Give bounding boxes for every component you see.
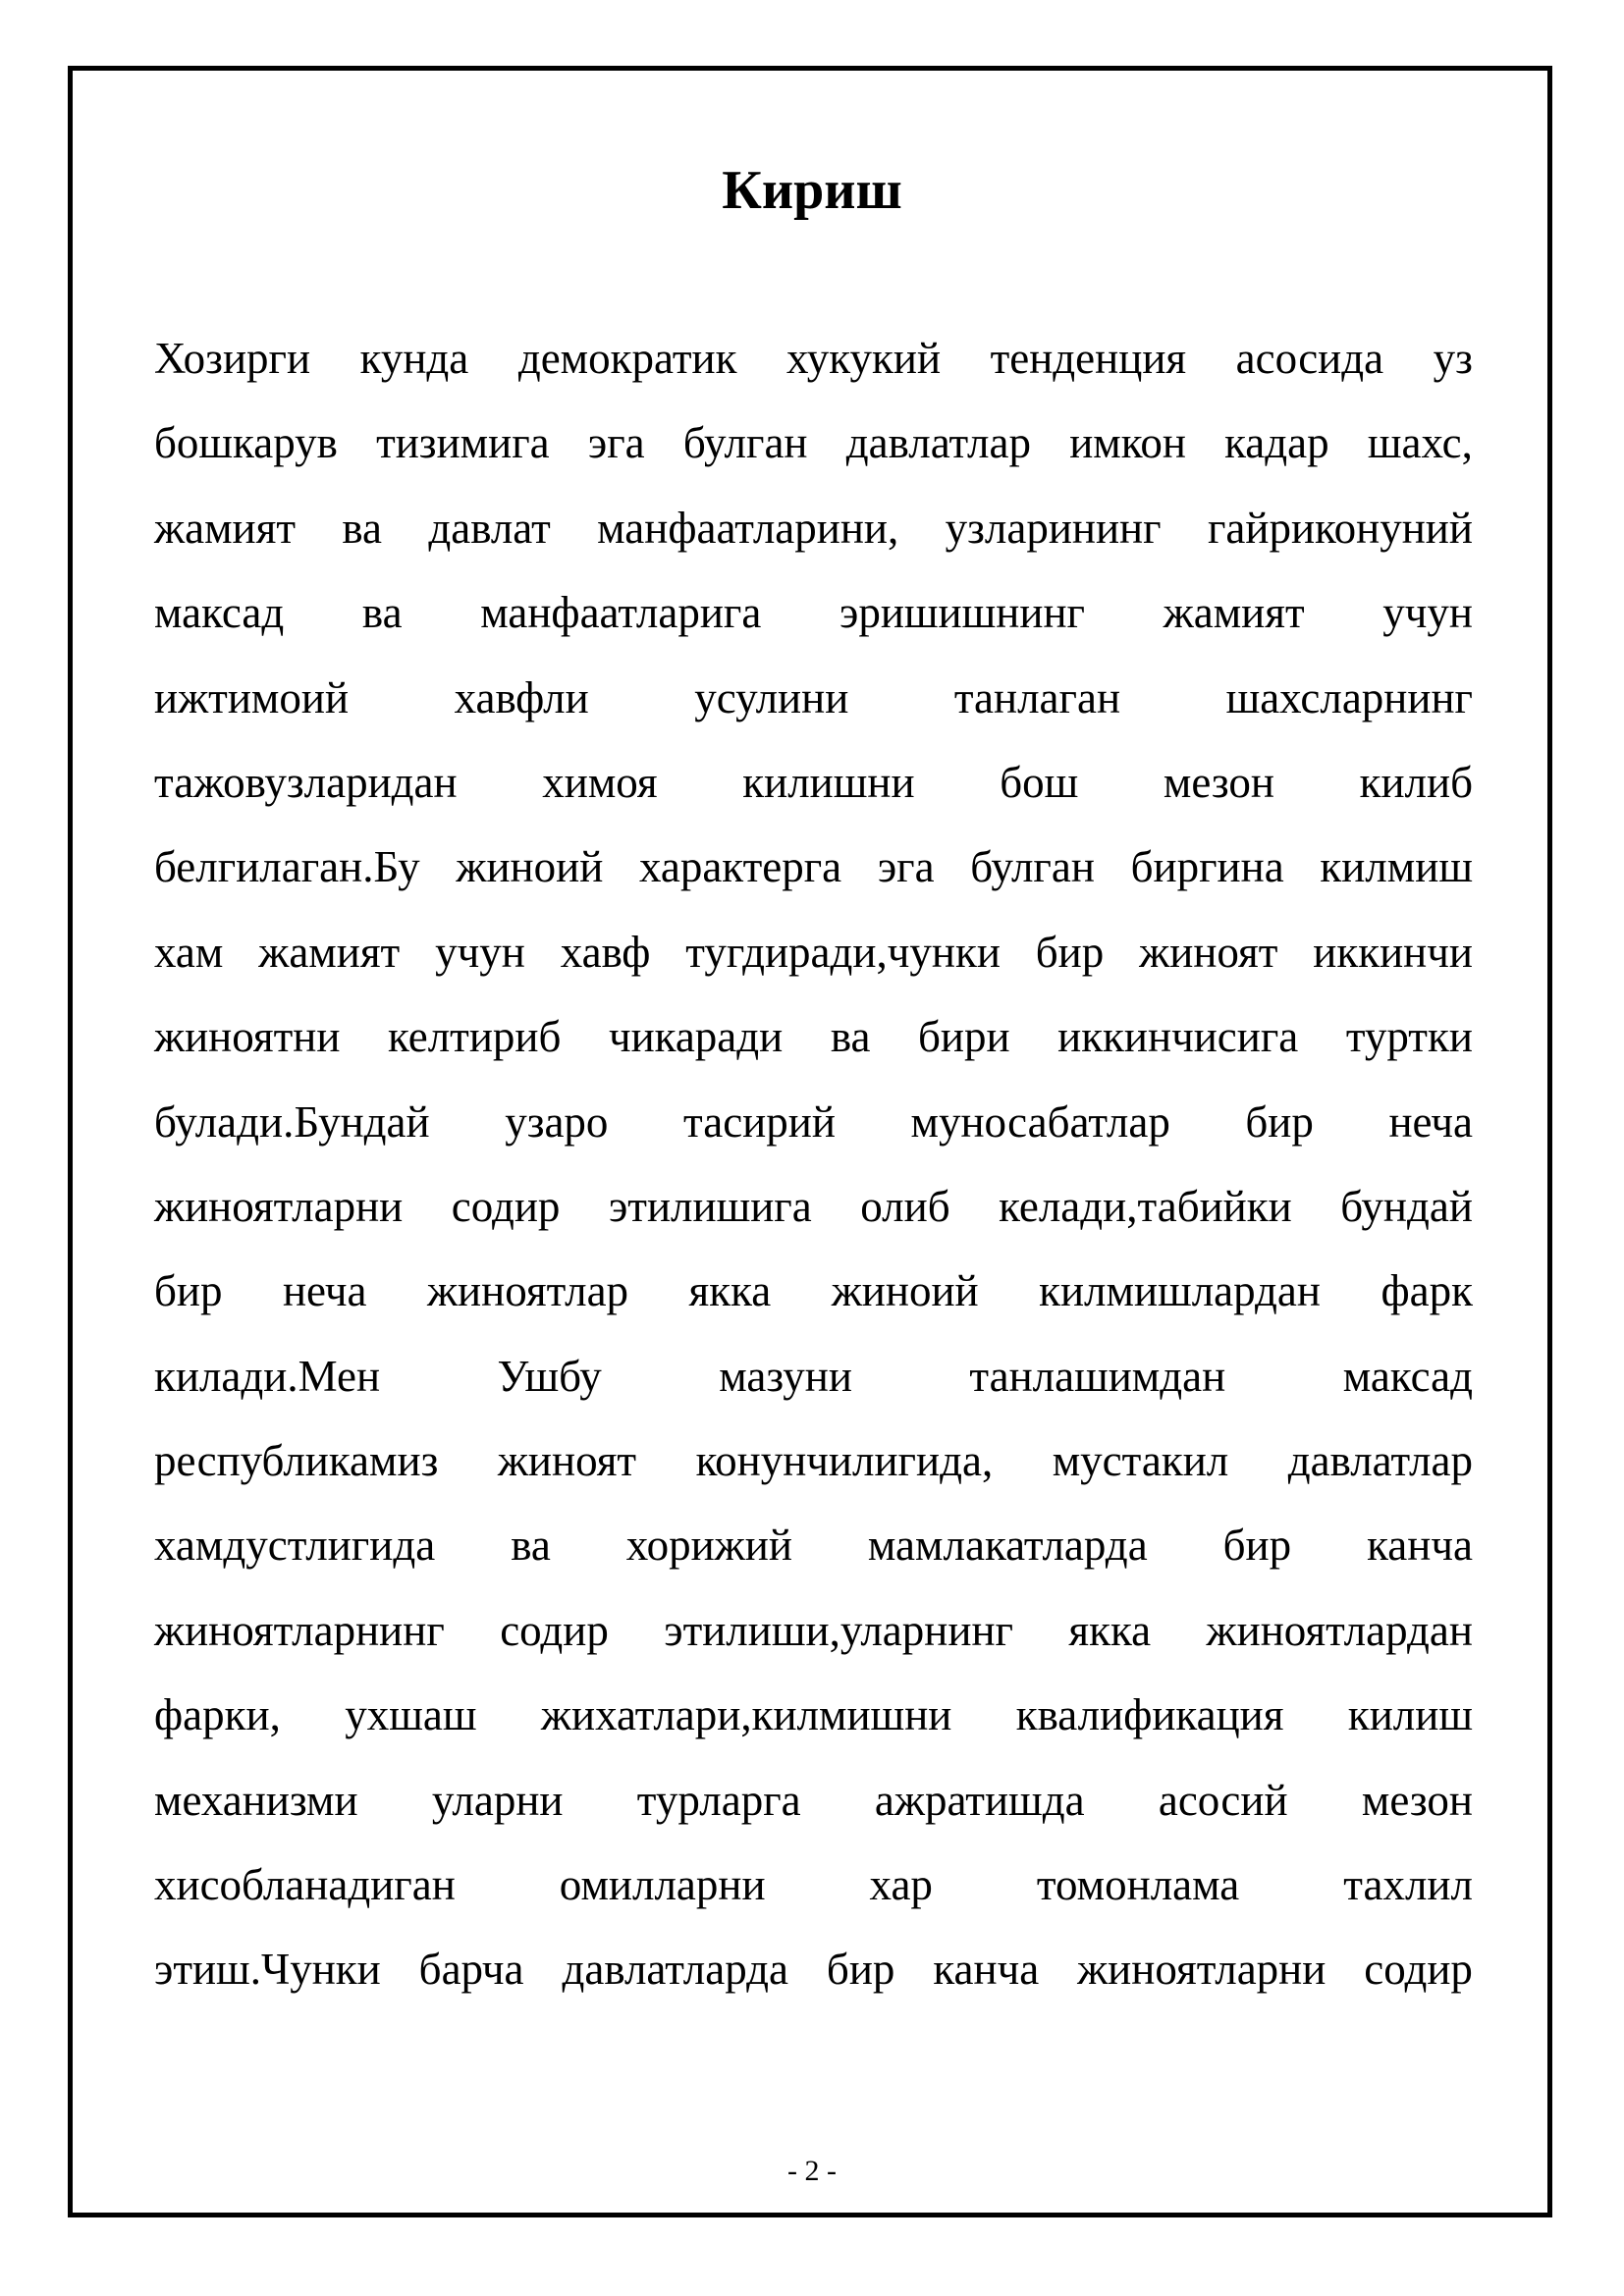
text-word: узларининг bbox=[945, 503, 1162, 553]
text-word: бир bbox=[1222, 1521, 1292, 1571]
text-word: содир bbox=[1364, 1945, 1473, 1995]
text-word: тугдиради,чунки bbox=[685, 927, 1001, 977]
text-word: асосида bbox=[1235, 334, 1384, 383]
text-line bbox=[154, 1164, 1473, 1249]
text-word: муносабатлар bbox=[910, 1096, 1170, 1147]
text-word: барча bbox=[418, 1945, 524, 1995]
text-word: этилишига bbox=[608, 1181, 812, 1231]
text-line bbox=[154, 740, 1473, 825]
text-word: жиноятлардан bbox=[1206, 1605, 1473, 1655]
text-line bbox=[154, 1249, 1473, 1333]
page-number: - 2 - bbox=[787, 2155, 837, 2187]
text-word: давлатлар bbox=[1287, 1436, 1473, 1486]
text-word: турларга bbox=[636, 1775, 801, 1825]
text-word: имкон bbox=[1069, 418, 1186, 468]
text-word: бир bbox=[154, 1266, 223, 1316]
text-word: жиноятларнинг bbox=[154, 1605, 445, 1655]
text-word: жиноятларни bbox=[1077, 1945, 1326, 1995]
text-line bbox=[154, 1758, 1473, 1842]
text-word: томонлама bbox=[1036, 1860, 1240, 1910]
text-word: жамият bbox=[1163, 588, 1305, 638]
text-word: иккинчисига bbox=[1057, 1012, 1299, 1062]
text-line bbox=[154, 1334, 1473, 1418]
text-word: хорижий bbox=[625, 1521, 792, 1571]
text-word: Ушбу bbox=[497, 1351, 602, 1401]
text-word: жиноятларни bbox=[154, 1181, 404, 1231]
text-word: максад bbox=[154, 588, 285, 638]
text-word: килиб bbox=[1359, 757, 1473, 807]
text-word: фарки, bbox=[154, 1690, 281, 1740]
text-word: булади.Бундай bbox=[154, 1096, 430, 1147]
text-word: белгилаган.Бу bbox=[154, 842, 420, 892]
text-word: хукукий bbox=[785, 334, 942, 383]
text-word: хам bbox=[154, 927, 224, 977]
text-word: булган bbox=[970, 842, 1095, 892]
text-line bbox=[154, 1842, 1473, 1927]
text-word: этиш.Чунки bbox=[154, 1945, 381, 1995]
text-word: жиноят bbox=[1139, 927, 1278, 977]
text-line bbox=[154, 316, 1473, 400]
text-word: жиноий bbox=[831, 1266, 979, 1316]
text-line bbox=[154, 656, 1473, 740]
text-word: механизми bbox=[154, 1775, 358, 1825]
text-word: килишни bbox=[742, 757, 915, 807]
text-line bbox=[154, 1588, 1473, 1673]
text-line bbox=[154, 1418, 1473, 1503]
text-word: ва bbox=[830, 1012, 871, 1062]
text-word: Хозирги bbox=[154, 334, 311, 383]
text-word: кадар bbox=[1224, 418, 1329, 468]
text-word: якка bbox=[688, 1266, 772, 1316]
text-word: ижтимоий bbox=[154, 672, 350, 722]
text-line bbox=[154, 486, 1473, 570]
text-word: конунчилигида, bbox=[695, 1436, 994, 1486]
text-word: жиноят bbox=[497, 1436, 637, 1486]
text-word: ва bbox=[361, 588, 403, 638]
text-word: неча bbox=[282, 1266, 367, 1316]
text-word: бундай bbox=[1340, 1181, 1473, 1231]
text-line bbox=[154, 1927, 1473, 2011]
text-word: бошкарув bbox=[154, 418, 338, 468]
text-line bbox=[154, 400, 1473, 485]
text-word: манфаатларини, bbox=[597, 503, 899, 553]
text-line bbox=[154, 1503, 1473, 1587]
text-word: учун bbox=[435, 927, 525, 977]
text-word: килмиш bbox=[1320, 842, 1473, 892]
text-word: хавф bbox=[560, 927, 651, 977]
text-word: бир bbox=[1035, 927, 1105, 977]
text-word: танлаган bbox=[953, 672, 1121, 722]
text-word: хавфли bbox=[454, 672, 589, 722]
text-word: жиноятни bbox=[154, 1012, 341, 1062]
text-word: бир bbox=[1245, 1096, 1314, 1147]
text-word: булган bbox=[682, 418, 808, 468]
text-word: ва bbox=[342, 503, 382, 553]
text-word: тизимига bbox=[376, 418, 550, 468]
text-word: шахс, bbox=[1367, 418, 1473, 468]
text-word: хар bbox=[869, 1860, 933, 1910]
text-word: омилларни bbox=[559, 1860, 766, 1910]
text-word: канча bbox=[933, 1945, 1040, 1995]
text-word: келтириб bbox=[387, 1012, 562, 1062]
text-word: учун bbox=[1382, 588, 1473, 638]
text-word: узаро bbox=[505, 1096, 609, 1147]
text-word: олиб bbox=[860, 1181, 950, 1231]
text-word: иккинчи bbox=[1313, 927, 1473, 977]
text-word: характерга bbox=[638, 842, 842, 892]
text-word: максад bbox=[1342, 1351, 1473, 1401]
text-word: уз bbox=[1433, 334, 1473, 383]
text-word: ухшаш bbox=[345, 1690, 477, 1740]
text-word: ажратишда bbox=[874, 1775, 1085, 1825]
text-word: жихатлари,килмишни bbox=[540, 1690, 952, 1740]
text-word: танлашимдан bbox=[969, 1351, 1226, 1401]
text-word: келади,табийки bbox=[999, 1181, 1292, 1231]
text-line bbox=[154, 994, 1473, 1079]
text-word: тажовузларидан bbox=[154, 757, 458, 807]
text-word: якка bbox=[1068, 1605, 1152, 1655]
text-word: эга bbox=[587, 418, 645, 468]
text-line bbox=[154, 910, 1473, 994]
text-word: республикамиз bbox=[154, 1436, 439, 1486]
text-word: жамият bbox=[154, 503, 296, 553]
text-word: эришишнинг bbox=[839, 588, 1085, 638]
text-word: манфаатларига bbox=[480, 588, 762, 638]
text-word: этилиши,уларнинг bbox=[664, 1605, 1013, 1655]
text-word: жамият bbox=[258, 927, 401, 977]
text-word: хисобланадиган bbox=[154, 1860, 456, 1910]
text-line bbox=[154, 1673, 1473, 1757]
text-word: неча bbox=[1388, 1096, 1473, 1147]
text-word: давлатлар bbox=[845, 418, 1031, 468]
text-word: гайриконуний bbox=[1207, 503, 1473, 553]
text-word: хамдустлигида bbox=[154, 1521, 436, 1571]
text-word: мазуни bbox=[719, 1351, 852, 1401]
text-word: ва bbox=[511, 1521, 551, 1571]
text-word: уларни bbox=[431, 1775, 564, 1825]
text-word: мезон bbox=[1361, 1775, 1473, 1825]
text-line bbox=[154, 825, 1473, 909]
text-word: туртки bbox=[1345, 1012, 1473, 1062]
text-word: квалификация bbox=[1015, 1690, 1284, 1740]
text-word: мамлакатларда bbox=[867, 1521, 1148, 1571]
text-word: килиш bbox=[1347, 1690, 1473, 1740]
text-word: эга bbox=[877, 842, 935, 892]
text-word: килади.Мен bbox=[154, 1351, 381, 1401]
text-word: фарк bbox=[1380, 1266, 1473, 1316]
text-word: биргина bbox=[1130, 842, 1284, 892]
text-word: тахлил bbox=[1343, 1860, 1473, 1910]
text-word: килмишлардан bbox=[1039, 1266, 1321, 1316]
text-word: мезон bbox=[1163, 757, 1274, 807]
text-line bbox=[154, 570, 1473, 655]
text-word: содир bbox=[500, 1605, 609, 1655]
text-word: кунда bbox=[359, 334, 469, 383]
text-word: давлат bbox=[428, 503, 551, 553]
text-word: бири bbox=[918, 1012, 1010, 1062]
text-word: бир bbox=[826, 1945, 895, 1995]
text-word: чикаради bbox=[608, 1012, 784, 1062]
body-paragraph bbox=[154, 316, 1473, 2012]
text-word: шахсларнинг bbox=[1225, 672, 1473, 722]
text-word: мустакил bbox=[1052, 1436, 1229, 1486]
text-word: содир bbox=[451, 1181, 561, 1231]
text-word: жиноий bbox=[456, 842, 604, 892]
text-word: химоя bbox=[542, 757, 658, 807]
text-word: давлатларда bbox=[562, 1945, 788, 1995]
text-word: бош bbox=[1000, 757, 1079, 807]
text-line bbox=[154, 1080, 1473, 1164]
page-title: Кириш bbox=[722, 160, 902, 221]
text-word: усулини bbox=[694, 672, 849, 722]
text-word: тенденция bbox=[990, 334, 1187, 383]
text-word: асосий bbox=[1158, 1775, 1288, 1825]
text-word: тасирий bbox=[683, 1096, 836, 1147]
text-word: канча bbox=[1367, 1521, 1473, 1571]
text-word: жиноятлар bbox=[426, 1266, 629, 1316]
text-word: демократик bbox=[517, 334, 737, 383]
